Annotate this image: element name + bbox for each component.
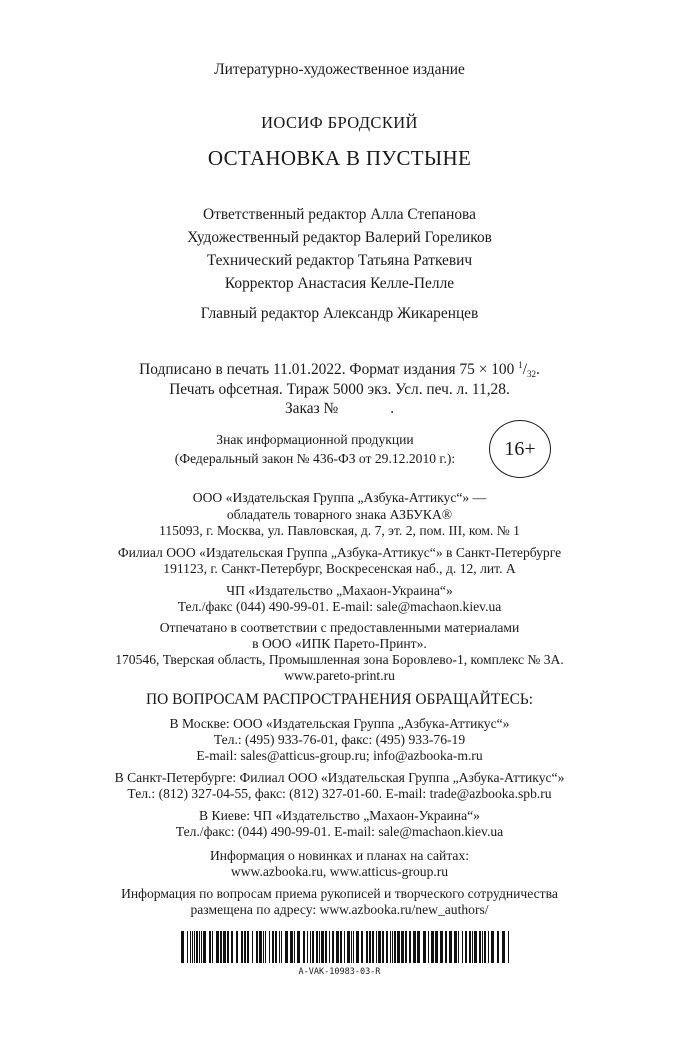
barcode-bar xyxy=(187,931,188,963)
chief-editor: Главный редактор Александр Жикаренцев xyxy=(200,305,479,322)
print-info-line2: Печать офсетная. Тираж 5000 экз. Усл. печ. л. 11,28. xyxy=(169,381,510,398)
moscow-emails: E-mail: sales@atticus-group.ru; info@azbooka-m.ru xyxy=(196,748,483,763)
barcode-bar xyxy=(469,931,471,963)
format-denominator: 32 xyxy=(526,369,536,379)
publisher-trademark: обладатель товарного знака АЗБУКА® xyxy=(226,507,453,522)
edition-type: Литературно-художественное издание xyxy=(214,61,465,78)
barcode-bar xyxy=(488,931,489,963)
barcode-bar xyxy=(336,931,339,963)
order-number xyxy=(0,401,679,416)
barcode-bar xyxy=(236,931,238,963)
printed-note: Отпечатано в соответствии с предоставленными материалами xyxy=(159,620,520,635)
barcode-bar xyxy=(199,931,200,963)
barcode-bar xyxy=(474,931,477,963)
barcode xyxy=(181,931,511,963)
barcode-bar xyxy=(241,931,243,963)
barcode-bar xyxy=(303,931,305,963)
barcode-bar xyxy=(340,931,342,963)
spb-contacts: Тел.: (812) 327-04-55, факс: (812) 327-01-60. E-mail: trade@azbooka.spb.ru xyxy=(127,786,552,801)
credit-art-editor: Художественный редактор Валерий Гореликов xyxy=(187,229,492,246)
credit-proofreader: Корректор Анастасия Келле-Пелле xyxy=(224,275,455,292)
spb-branch-name: Филиал ООО «Издательская Группа „Азбука-Аттикус“» в Санкт-Петербурге xyxy=(117,545,562,560)
barcode-bar xyxy=(431,931,434,963)
barcode-bar xyxy=(332,931,334,963)
barcode-bar xyxy=(435,931,438,963)
barcode-bar xyxy=(479,931,481,963)
barcode-bar xyxy=(484,931,486,963)
barcode-bar xyxy=(319,931,320,963)
barcode-bar xyxy=(181,931,184,963)
barcode-bar xyxy=(297,931,300,963)
spb-branch-address: 191123, г. Санкт-Петербург, Воскресенская наб., д. 12, лит. А xyxy=(163,561,516,576)
barcode-bar xyxy=(192,931,193,963)
barcode-bar xyxy=(472,931,473,963)
barcode-bar xyxy=(465,931,467,963)
barcode-bar xyxy=(401,931,404,963)
order-suffix: . xyxy=(390,400,395,417)
printer-website: www.pareto-print.ru xyxy=(284,668,395,683)
barcode-bar xyxy=(344,931,345,963)
moscow-distributor: В Москве: ООО «Издательская Группа „Азбука-Аттикус“» xyxy=(169,716,510,731)
barcode-bar xyxy=(227,931,229,963)
barcode-bar xyxy=(366,931,368,963)
barcode-bar xyxy=(508,931,509,963)
barcode-bar xyxy=(353,931,354,963)
barcode-bar xyxy=(491,931,494,963)
barcode-bar xyxy=(201,931,202,963)
kiev-distributor: В Киеве: ЧП «Издательство „Махаон-Украина“» xyxy=(199,808,480,823)
age-rating-text: 16+ xyxy=(504,437,536,460)
barcode-bar xyxy=(361,931,363,963)
barcode-bar xyxy=(449,931,452,963)
book-title: ОСТАНОВКА В ПУСТЫНЕ xyxy=(207,146,472,170)
printer-address: 170546, Тверская область, Промышленная зона Боровлево-1, комплекс № 3А. xyxy=(115,652,564,667)
barcode-bar xyxy=(454,931,457,963)
format-period: . xyxy=(535,361,540,378)
barcode-bar xyxy=(256,931,258,963)
barcode-bar xyxy=(372,931,374,963)
barcode-bar xyxy=(272,931,274,963)
barcode-bar xyxy=(497,931,499,963)
barcode-bar xyxy=(413,931,416,963)
barcode-bar xyxy=(445,931,447,963)
barcode-bar xyxy=(417,931,420,963)
barcode-bar xyxy=(329,931,330,963)
barcode-bar xyxy=(397,931,400,963)
barcode-bar xyxy=(502,931,505,963)
barcode-bar xyxy=(259,931,262,963)
barcode-bar xyxy=(275,931,277,963)
moscow-phones: Тел.: (495) 933-76-01, факс: (495) 933-76-19 xyxy=(213,732,466,747)
order-label: Заказ № xyxy=(284,400,339,417)
barcode-bar xyxy=(405,931,407,963)
barcode-bar xyxy=(386,931,388,963)
ukraine-contacts: Тел./факс (044) 490-99-01. E-mail: sale@machaon.kiev.ua xyxy=(177,599,502,614)
credit-responsible-editor: Ответственный редактор Алла Степанова xyxy=(203,206,476,223)
barcode-bar xyxy=(428,931,429,963)
barcode-bar xyxy=(231,931,233,963)
barcode-bar xyxy=(252,931,253,963)
publisher-name: ООО «Издательская Группа „Азбука-Аттикус“» — xyxy=(192,490,487,505)
printer-name: в ООО «ИПК Парето-Принт». xyxy=(252,636,427,651)
barcode-bar xyxy=(482,931,483,963)
barcode-bar xyxy=(423,931,426,963)
barcode-bar xyxy=(247,931,249,963)
barcode-bar xyxy=(351,931,352,963)
barcode-bar xyxy=(269,931,270,963)
barcode-bar xyxy=(194,931,195,963)
barcode-bar xyxy=(279,931,280,963)
barcode-bar xyxy=(376,931,377,963)
barcode-bar xyxy=(216,931,219,963)
barcode-bar xyxy=(263,931,264,963)
format-slash: / xyxy=(522,361,527,378)
barcode-bar xyxy=(347,931,350,963)
barcode-bar xyxy=(316,931,318,963)
barcode-bar xyxy=(212,931,213,963)
barcode-bar xyxy=(294,931,295,963)
barcode-bar xyxy=(244,931,246,963)
barcode-bar xyxy=(203,931,206,963)
age-rating-badge xyxy=(489,420,551,478)
barcode-bar xyxy=(196,931,198,963)
ukraine-publisher: ЧП «Издательство „Махаон-Украина“» xyxy=(226,583,453,598)
info-sign-law: (Федеральный закон № 436-ФЗ от 29.12.2010 г.): xyxy=(174,451,456,466)
barcode-bar xyxy=(462,931,463,963)
manuscripts-info: Информация по вопросам приема рукописей и творческого сотрудничества xyxy=(121,886,558,901)
spb-distributor: В Санкт-Петербурге: Филиал ООО «Издательская Группа „Азбука-Аттикус“» xyxy=(114,770,565,785)
publisher-address: 115093, г. Москва, ул. Павловская, д. 7, эт. 2, пом. III, ком. № 1 xyxy=(159,523,520,538)
barcode-bar xyxy=(440,931,443,963)
barcode-bar xyxy=(312,931,314,963)
barcode-bar xyxy=(409,931,411,963)
barcode-bar xyxy=(369,931,371,963)
barcode-bar xyxy=(390,931,391,963)
barcode-bar xyxy=(281,931,282,963)
barcode-bar xyxy=(310,931,311,963)
manuscripts-url: размещена по адресу: www.azbooka.ru/new_authors/ xyxy=(190,902,489,917)
barcode-bar xyxy=(223,931,226,963)
barcode-bar xyxy=(209,931,211,963)
info-sign-label: Знак информационной продукции xyxy=(216,432,414,447)
barcode-bar xyxy=(392,931,393,963)
barcode-bar xyxy=(307,931,308,963)
print-info-line1 xyxy=(0,361,679,379)
news-info: Информация о новинках и планах на сайтах: xyxy=(209,848,470,863)
book-author: ИОСИФ БРОДСКИЙ xyxy=(261,113,418,132)
barcode-bar xyxy=(190,931,191,963)
format-fraction xyxy=(518,361,536,378)
kiev-contacts: Тел./факс: (044) 490-99-01. E-mail: sale@machaon.kiev.ua xyxy=(175,824,504,839)
news-websites: www.azbooka.ru, www.atticus-group.ru xyxy=(230,864,449,879)
barcode-id: A-VAK-10983-03-R xyxy=(298,967,381,977)
barcode-bar xyxy=(290,931,293,963)
barcode-bar xyxy=(394,931,396,963)
format-numerator: 1 xyxy=(518,360,523,370)
barcode-bar xyxy=(220,931,222,963)
barcode-bar xyxy=(285,931,288,963)
barcode-bar xyxy=(378,931,381,963)
print-signed-format: Подписано в печать 11.01.2022. Формат издания 75 × 100 xyxy=(139,361,515,378)
barcode-bar xyxy=(356,931,359,963)
barcode-bar xyxy=(325,931,327,963)
distribution-heading: ПО ВОПРОСАМ РАСПРОСТРАНЕНИЯ ОБРАЩАЙТЕСЬ: xyxy=(146,691,533,708)
barcode-bar xyxy=(321,931,324,963)
barcode-bar xyxy=(458,931,459,963)
barcode-bar xyxy=(265,931,266,963)
barcode-bar xyxy=(382,931,384,963)
credit-technical-editor: Технический редактор Татьяна Раткевич xyxy=(206,252,473,269)
